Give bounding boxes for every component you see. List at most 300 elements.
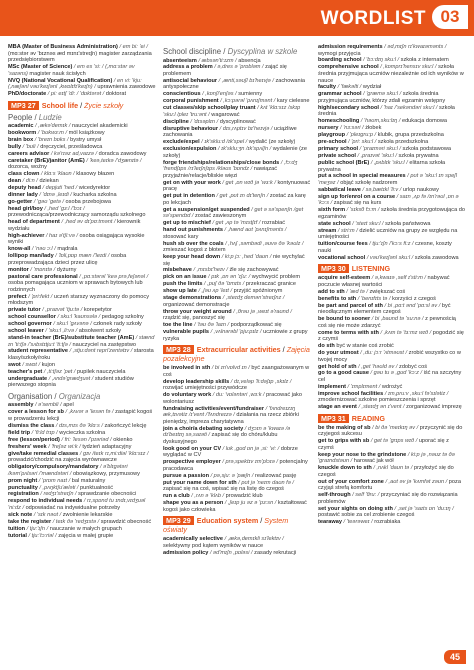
entry-headword: self-through [318, 492, 351, 499]
entry-headword: monitor [8, 266, 29, 273]
entry-pronunciation: / ,ænti,səʊʃl bɪ'heɪvjə / [218, 77, 274, 84]
entry-translation: klubik, grupa przedszkolna [377, 132, 444, 139]
entry-translation: nabywać poczucie własnej wartości [318, 275, 450, 288]
entry-pronunciation: / 'mɒnɪtə / [30, 266, 56, 273]
entry-headword: private school [318, 153, 356, 160]
entry-translation: podporządkować się [230, 322, 282, 329]
entry-translation: odpowiadać na indywidualne potrzeby [25, 504, 121, 511]
entry-headword: bookworm [8, 129, 37, 136]
entry-headword: pastoral care professional [8, 273, 78, 280]
entry-headword: throw your weight around [163, 308, 232, 315]
vocab-entry [318, 506, 466, 519]
entry-pronunciation: / em es 'si: / (,mɑːstər əv 'saɪəns) [8, 64, 135, 77]
entry-translation: selektywny pod kątem wyników w nauce [163, 542, 264, 549]
vocab-entry [318, 350, 466, 363]
vocab-entry [318, 105, 466, 118]
entry-headword: boarding school [318, 57, 362, 64]
vocab-entry [163, 288, 311, 295]
vocab-entry [318, 146, 466, 153]
unit-title-pl: System oświaty [163, 516, 289, 535]
vocab-entry [318, 221, 466, 228]
entry-pronunciation: / ,kɒmprɪ'hensɪv sku:l / [380, 64, 437, 71]
entry-list [163, 536, 311, 556]
entry-headword: address a problem [163, 64, 213, 71]
entry-pronunciation: / pə,sju: ə 'pæʃn / [210, 472, 254, 479]
entry-translation: zostać za karę po lekcjach [163, 193, 306, 206]
unit-number-badge: 03 [432, 5, 468, 29]
vocab-entry [8, 192, 156, 199]
entry-headword: go-getter [8, 198, 33, 205]
entry-headword: registration [8, 491, 39, 498]
unit-title-pl: Życie szkoły [84, 100, 124, 110]
entry-translation: pedagog szkolny [101, 314, 144, 321]
entry-translation: wymogi przyjęcia [318, 50, 361, 57]
entry-translation: szkoła prywatna [398, 153, 439, 160]
entry-translation: przyczynić się do czyjegoś sukcesu [318, 424, 463, 438]
vocab-entry [163, 91, 311, 98]
entry-headword: tuition [8, 525, 26, 532]
entry-pronunciation: / ,hʌʃ ,səmbədi ,əʊvə ðə 'kəʊlz / [225, 240, 304, 247]
entry-translation: harować jak wół [353, 458, 394, 465]
entry-translation: przyczyniać się do rozwiązania problemów [318, 492, 458, 505]
entry-pronunciation: / du: 'vɒləntəri ,wɜ:k / [212, 392, 265, 399]
entry-pronunciation: / stri:m / [337, 227, 358, 234]
entry-list [8, 44, 156, 98]
entry-translation: wychwycić problem [251, 274, 300, 281]
entry-headword: obligatory/compulsory/mandatory [8, 464, 99, 471]
mp3-tag: MP3 29 [163, 516, 194, 525]
section-heading-discipline: School discipline / Dyscyplina w szkole [163, 47, 298, 56]
entry-headword: class clown [8, 171, 40, 178]
entry-translation: nauczanie w małych grupach [49, 525, 122, 532]
vocab-entry [8, 362, 156, 369]
entry-translation: zwolnienie lekarskie [62, 511, 113, 518]
vocab-entry [318, 364, 466, 371]
entry-translation: doradca zawodowy [98, 150, 147, 157]
entry-headword: put a school in special measures [318, 173, 406, 180]
vocab-entry [163, 550, 311, 557]
entry-pronunciation: / bi ðə 'meɪkɪŋ əv / [372, 424, 419, 431]
entry-pronunciation: / ki:p jə ,nəʊz tə ðə 'graɪndstəʊn / [318, 451, 455, 465]
entry-headword: stand-in teacher (BrE)/substitute teacher (AmE) [8, 334, 135, 341]
entry-headword: get on with your work [163, 179, 221, 186]
entry-translation: dzielić uczniów na grupy ze względu na umiejętności [318, 227, 458, 241]
vocab-entry [8, 137, 156, 144]
unit-title: READING [351, 413, 385, 423]
entry-headword: give/take remedial classes [8, 450, 79, 457]
entry-translation: dozorca, woźny [8, 164, 47, 171]
entry-pronunciation: / ,hænd aʊt 'pʌnɪʃmənts / [224, 227, 287, 234]
entry-pronunciation: / ,kɔ:pərəl 'pʌnɪʃmənt / [220, 98, 276, 105]
vocab-entry [8, 464, 156, 477]
entry-headword: respond to individual needs [8, 498, 83, 505]
entry-translation: urlop naukowy [402, 186, 439, 193]
vocab-entry [8, 526, 156, 533]
entry-translation: sumienny [238, 91, 263, 98]
entry-pronunciation: / ,θrəʊ jə ,weɪt ə'raʊnd / [233, 308, 292, 315]
entry-translation: zapisać się na coś, wpisać się na listę do czegoś [163, 486, 284, 493]
vocab-entry [163, 241, 311, 254]
unit-title: LISTENING [351, 264, 391, 274]
vocab-entry [8, 199, 156, 206]
unit-title: Education system [196, 516, 259, 526]
entry-headword: keep your nose to the grindstone [318, 451, 407, 458]
page-number: 45 [444, 650, 466, 664]
entry-pronunciation: / sə,bætɪkl 'li:v / [362, 186, 402, 193]
entry-pronunciation: / sku:l 'kaʊnsələ / [57, 314, 101, 321]
entry-pronunciation: / lʊk ,gʊd ɒn jə ,si: 'vi: / [222, 445, 280, 452]
entry-headword: antisocial behaviour [163, 77, 218, 84]
entry-pronunciation: / əd,mɪʃn rɪ'kwaɪəmənts / [384, 44, 447, 50]
vocab-entry [318, 479, 466, 492]
entry-headword: admission requirements [318, 44, 383, 50]
mp3-tag: MP3 30 [318, 264, 349, 273]
entry-pronunciation: / 'freʃəz wi:k / [48, 443, 81, 450]
entry-translation: zorganizować imprezę [406, 404, 462, 411]
entry-headword: state school [318, 220, 351, 227]
entry-translation: dręczyciel, prześladowca [40, 143, 103, 150]
unit-28-heading: MP3 28 Extracurricular activities / Zajęcia pozalekcyjne [163, 345, 310, 364]
entry-pronunciation: / ,ækə'demɪk / [35, 123, 71, 130]
entry-translation: elitarna szkoła prywatna [318, 159, 446, 173]
entry-headword: put your name down for sth [163, 479, 237, 486]
vocab-entry [163, 406, 311, 426]
section-heading-organisation: Organisation / Organizacja [8, 391, 101, 401]
entry-pronunciation: / depjuti 'hed / [42, 185, 78, 192]
vocab-entry [8, 485, 156, 492]
vocab-entry [318, 44, 466, 57]
entry-headword: pick on an issue [163, 274, 207, 281]
entry-pronunciation: / 'keə,teɪkə /'dʒænɪtə / [86, 157, 142, 164]
entry-headword: get put in detention [163, 193, 215, 200]
entry-translation: absencja [238, 57, 261, 64]
entry-pronunciation: / 'fækəlti / [337, 84, 362, 91]
entry-pronunciation: / ,vʌlnərəbl 'pju:pɪlz / [210, 329, 262, 336]
entry-translation: zastąpić kogoś w prowadzeniu lekcji [8, 409, 153, 422]
entry-pronunciation: / 'dɪnə ,leɪdi / [39, 192, 72, 199]
vocab-entry [8, 423, 156, 430]
entry-translation: działania na rzecz zbiórki pieniędzy, impreza charytatywna [163, 412, 299, 425]
entry-pronunciation: / pɪk ,ɒn ən 'ɪʃu: / [208, 274, 251, 281]
entry-pronunciation: / pi: eɪtʃ 'di: / 'dɒktərət / [47, 91, 105, 97]
entry-pronunciation: / 'nɜ:səri / [340, 125, 364, 132]
entry-pronunciation: / ,praɪvət 'tju:tə / [42, 307, 83, 314]
entry-headword: out of your comfort zone [318, 478, 384, 485]
entry-pronunciation: / get ,pʊt ɪn dɪ'tenʃn / [216, 193, 269, 200]
entry-pronunciation: / ,ti:tʃəz 'pet / [43, 368, 76, 375]
entry-translation: kontynuować pracę [163, 179, 311, 193]
entry-translation: wydział [362, 84, 382, 91]
entry-headword: undergraduate [8, 375, 48, 382]
entry-headword: school counsellor [8, 314, 56, 321]
vocab-entry [318, 438, 466, 451]
entry-pronunciation: / saɪn ,ʌp fə /ɪn'rəʊl ,ɒn ə 'kɔ:s / [318, 193, 459, 207]
entry-pronunciation: / dɪ,veləp 'li:dəʃɪp ,skɪlz / [230, 378, 292, 385]
entry-pronunciation: / em bi: 'ei / [119, 44, 148, 50]
entry-translation: kujon [41, 361, 55, 368]
entry-pronunciation: / əd'mɪʃn ,pɒləsi / [209, 549, 253, 556]
entry-pronunciation: / ,stju:dənt repri'zentətɪv / [69, 348, 133, 355]
column-2 [163, 44, 311, 557]
entry-headword: acquire self-esteem [318, 275, 371, 282]
vocab-entry [163, 274, 311, 281]
entry-headword: head of department [8, 219, 60, 226]
entry-translation: przyjść spóźnionym [233, 288, 283, 295]
entry-translation: pupilek nauczyciela [77, 368, 126, 375]
vocab-entry [318, 275, 466, 288]
entry-pronunciation: / haɪ ə'tʃiːvə / [45, 232, 78, 239]
entry-headword: private tutor [8, 307, 41, 314]
entry-headword: be bound to sooner [318, 316, 371, 323]
entry-headword: punctuality [8, 484, 38, 491]
unit-title: School life [41, 100, 79, 110]
vocab-entry [318, 519, 466, 526]
vocab-entry [163, 309, 311, 322]
entry-translation: szkoła średnia [318, 104, 455, 118]
entry-pronunciation: / 'fi:ld trɪp / [31, 429, 58, 436]
entry-translation: szkoła średnia przyjmująca uczniów, którzy zdali egzamin wstępny [318, 91, 446, 104]
entry-translation: szkoła zawodowa [414, 254, 459, 261]
entry-headword: school leaver [8, 328, 44, 335]
entry-pronunciation: / ,du: jɔ:r 'ʌtməʊst / [360, 350, 408, 357]
entry-translation: tydzień adaptacyjny [82, 443, 132, 450]
entry-headword: look good on your CV [163, 445, 222, 452]
entry-pronunciation: / ,nʌkl 'daʊn tə / [373, 465, 413, 472]
entry-translation: wydalić (ze szkoły) [248, 139, 296, 146]
vocab-entry [8, 321, 156, 328]
entry-headword: show up late [163, 288, 197, 295]
vocab-entry [163, 267, 311, 274]
entry-translation: uprawnienia zawodowe [97, 84, 156, 91]
vocab-entry [163, 254, 311, 267]
entry-translation: członek rady szkoły [93, 321, 142, 328]
vocab-entry [8, 158, 156, 171]
entry-headword: forge friendships/relationships/close bonds [163, 159, 280, 166]
vocab-entry [8, 519, 156, 526]
entry-translation: (mɑːstər əv 'bɪznəs æd mɪnɪ'streɪʃn) magister zarządzania przedsiębiorstwem [8, 50, 152, 64]
entry-translation: dyżurny [56, 266, 77, 273]
entry-pronunciation: / dɪs,mɪs ðə 'klɑːs / [55, 422, 103, 429]
entry-headword: grammar school [318, 91, 362, 98]
entry-pronunciation: / 'bʊli / [22, 143, 39, 150]
entry-pronunciation: / 'praɪməri sku:l / [359, 146, 401, 153]
vocab-entry [163, 146, 311, 159]
entry-pronunciation: / ,ækə,demɪkli sɪ'lektɪv / [224, 536, 284, 543]
entry-translation: realizować pasję [254, 472, 297, 479]
entry-headword: keep your head down [163, 254, 221, 260]
vocab-entry [8, 498, 156, 511]
entry-headword: stage an event [318, 404, 357, 411]
vocab-entry [163, 392, 311, 405]
vocab-entry [318, 296, 466, 303]
entry-translation: rozrabiać [262, 220, 286, 227]
unit-31-heading [318, 414, 466, 423]
entry-headword: freshers' week [8, 443, 47, 450]
entry-translation: zdobyć coś [399, 363, 427, 370]
entry-pronunciation: / 'həʊm,sku:lɪŋ / [360, 118, 401, 125]
entry-headword: NVQ (National Vocational Qualification) [8, 77, 113, 84]
entry-translation: rozrabiaka [374, 519, 401, 526]
entry-headword: implement [318, 383, 346, 390]
entry-pronunciation: / dʒɔɪn ə 'kwaɪə /ə dɪ'beɪtɪŋ sə,saɪəti / [163, 425, 291, 439]
entry-headword: be involved in sth [163, 365, 211, 372]
vocab-entry [163, 500, 311, 513]
vocab-entry [318, 452, 466, 465]
vocab-entry [8, 409, 156, 422]
vocab-entry [8, 376, 156, 389]
vocab-entry [8, 130, 156, 137]
entry-pronunciation: / tju:'tɔ:riəl / [28, 532, 57, 539]
entry-headword: misbehave [163, 267, 192, 274]
vocab-entry [163, 536, 311, 549]
entry-headword: get up to mischief [163, 220, 211, 227]
entry-headword: vulnerable pupils [163, 329, 210, 336]
vocab-entry [8, 478, 156, 485]
vocab-entry [318, 125, 466, 132]
entry-translation: pogodzić się z czymś [318, 329, 464, 343]
entry-translation: objąć szkołę nadzorem [340, 180, 398, 187]
vocab-entry [163, 64, 311, 77]
entry-translation: doktorat [105, 91, 127, 97]
entry-headword: dinner lady [8, 192, 38, 199]
entry-headword: primary school [318, 146, 359, 153]
entry-pronunciation: / get ,ʌp tə 'mɪstʃɪf / [212, 220, 261, 227]
entry-pronunciation: / bi ,baʊnd tə 'su:nə / [371, 316, 424, 323]
vocab-entry [8, 123, 156, 130]
entry-list [318, 425, 466, 526]
entry-pronunciation: / 'fʌndreɪzɪŋ æk,tɪvətiz /ɪ'vent /'fʌndreɪzə / [163, 405, 296, 419]
entry-pronunciation: / ,ʌndə'grædʒuət / [48, 375, 94, 382]
vocab-entry [318, 370, 466, 383]
vocab-entry [163, 281, 311, 288]
entry-headword: exclusion/expulsion [163, 146, 217, 153]
entry-headword: sign up for/enrol on a course [318, 193, 396, 200]
vocab-entry [318, 139, 466, 146]
entry-list [163, 58, 311, 343]
vocab-entry [163, 322, 311, 329]
entry-pronunciation: / 'steɪt sku:l / [352, 220, 384, 227]
entry-translation: zrobić wszystko co w twojej mocy [318, 350, 461, 363]
vocab-entry [8, 369, 156, 376]
entry-headword: be part and parcel of sth [318, 302, 383, 309]
entry-translation: pracować jako wolontariusz [163, 392, 302, 405]
vocab-entry [318, 316, 466, 329]
vocab-entry [318, 57, 466, 64]
entry-pronunciation: / ,kɒnʃi'enʃəs / [202, 91, 237, 98]
entry-headword: student representative [8, 348, 68, 355]
vocab-entry [163, 105, 311, 118]
vocab-entry [8, 246, 156, 253]
unit-29-heading: MP3 29 Education system / System oświaty [163, 516, 289, 535]
entry-pronunciation: / kə'rɪəz ad,vaɪzə / [50, 150, 98, 157]
entry-pronunciation: / vəʊ'keɪʃənl sku:l / [366, 254, 414, 261]
vocab-entry [163, 220, 311, 227]
entry-pronunciation: / ,pɑːstərəl 'keə prə,feʃənəl / [79, 273, 149, 280]
entry-pronunciation: / 'æd tə / [346, 288, 368, 295]
entry-headword: academically selective [163, 536, 224, 543]
entry-headword: do sth [318, 343, 335, 350]
vocab-entry [8, 233, 156, 246]
unit-27-heading: MP3 27 School life / Życie szkoły [8, 101, 156, 110]
entry-pronunciation: / rɪ,spɒnd tu ɪndɪ,vɪdʒuəl 'ni:dz / [8, 498, 146, 511]
vocab-entry [318, 118, 466, 125]
vocab-entry [8, 185, 156, 192]
entry-headword: vocational school [318, 254, 366, 261]
entry-pronunciation: / 'prɒm naɪt / [38, 477, 71, 484]
entry-pronunciation: / pʊt jə 'neɪm daʊn fə / [238, 479, 294, 486]
entry-translation: kary cielesne [276, 98, 310, 105]
vocab-entry [163, 98, 311, 105]
entry-translation: uczniowie z grupy ryzyka [163, 329, 308, 342]
entry-translation: nawiązać przyjaźnie/relacje/bliskie więzi [163, 166, 278, 179]
entry-pronunciation: / en vi: 'kju: (,næʃənl vəʊ'keɪʃənl ,kwɒlɪfɪ'keɪʃn) / [8, 77, 142, 91]
entry-headword: do voluntary work [163, 392, 212, 399]
entry-headword: get hold of sth [318, 363, 357, 370]
entry-headword: benefits to sth [318, 295, 357, 302]
entry-pronunciation: / ,fɔ:dʒ 'frendʃɪps /rɪ'leɪʃnʃɪps /kləʊs 'bɒndz / [163, 159, 298, 173]
entry-translation: z pewnością coś się nie może zdarzyć [318, 316, 456, 329]
entry-pronunciation: / klɑːs 'klaʊn / [40, 171, 75, 178]
entry-pronunciation: / get ə sə'spenʃn /get sə'spendɪd / [163, 206, 304, 220]
entry-translation: zakończyć lekcję [104, 422, 147, 429]
entry-pronunciation: / 'ɪmplɪment / [347, 383, 381, 390]
entry-translation: kucharka szkolna [73, 192, 117, 199]
vocab-entry [8, 144, 156, 151]
entry-pronunciation: / sku:l 'gʌvənə / [53, 321, 92, 328]
entry-headword: know-all [8, 246, 31, 253]
entry-translation: uciążliwe zachowania [163, 125, 297, 139]
entry-translation: punktualność [80, 484, 114, 491]
entry-pronunciation: / 'pri: sku:l / [348, 139, 377, 146]
entry-headword: run a club [163, 493, 190, 500]
vocab-entry [318, 84, 466, 91]
entry-headword: PhD/doctorate [8, 91, 47, 97]
entry-translation: nauczyciel akademicki [72, 123, 128, 130]
entry-translation: wicedyrektor [78, 185, 111, 192]
entry-translation: osoba pomagająca uczniom w sprawach bytowych lub rodzinnych [8, 280, 143, 293]
entry-translation: zająć się problemem [163, 64, 287, 77]
entry-headword: lollipop man/lady [8, 253, 54, 260]
entry-translation: dyscyplinować [219, 118, 256, 125]
entry-pronunciation: / ə'blɪgətəri /kəm'pʌlsəri /'mændətəri / [8, 464, 128, 477]
vocab-entry [318, 384, 466, 391]
vocab-entry [318, 153, 466, 160]
entry-pronunciation: / ə,kwaɪə ,self ɪ'sti:m / [371, 275, 426, 282]
entry-headword: pursue a passion [163, 472, 210, 479]
entry-translation: wycieczka szkolna [59, 429, 106, 436]
entry-translation: klasowy błazen [76, 171, 115, 178]
entry-translation: szkoła średnia przyjmująca uczniów niezależnie od ich wyników w nauce [318, 64, 464, 84]
entry-pronunciation: / get ,ɒn wɪð jə 'wɜ:k / [222, 179, 276, 186]
entry-pronunciation: / ,aʊt əv jə 'kʌmfət zəʊn / [385, 478, 448, 485]
entry-translation: być zaangażowanym w coś [163, 365, 310, 378]
vocab-entry [8, 491, 156, 498]
entry-translation: korepetytor [83, 307, 112, 314]
entry-translation: dziekan [39, 178, 59, 185]
vocab-entry [318, 465, 466, 478]
entry-pronunciation: / ə,dres ə 'prɒbləm / [214, 64, 264, 71]
vocab-entry [8, 78, 156, 91]
entry-headword: head girl/boy [8, 205, 43, 212]
vocab-entry [8, 430, 156, 437]
entry-translation: dobrze wyglądać w CV [163, 445, 298, 459]
entry-pronunciation: / ,ʃəʊ ʌp 'leɪt / [198, 288, 233, 295]
entry-pronunciation: / 'nəʊ ɔːl / [31, 246, 56, 253]
entry-pronunciation: / dɪs,rʌptɪv bɪ'heɪvjə / [219, 125, 273, 132]
vocab-entry [8, 219, 156, 232]
entry-translation: szkoła z internatem [400, 57, 449, 64]
entry-translation: obowiązkowy, przymusowy [72, 470, 140, 477]
